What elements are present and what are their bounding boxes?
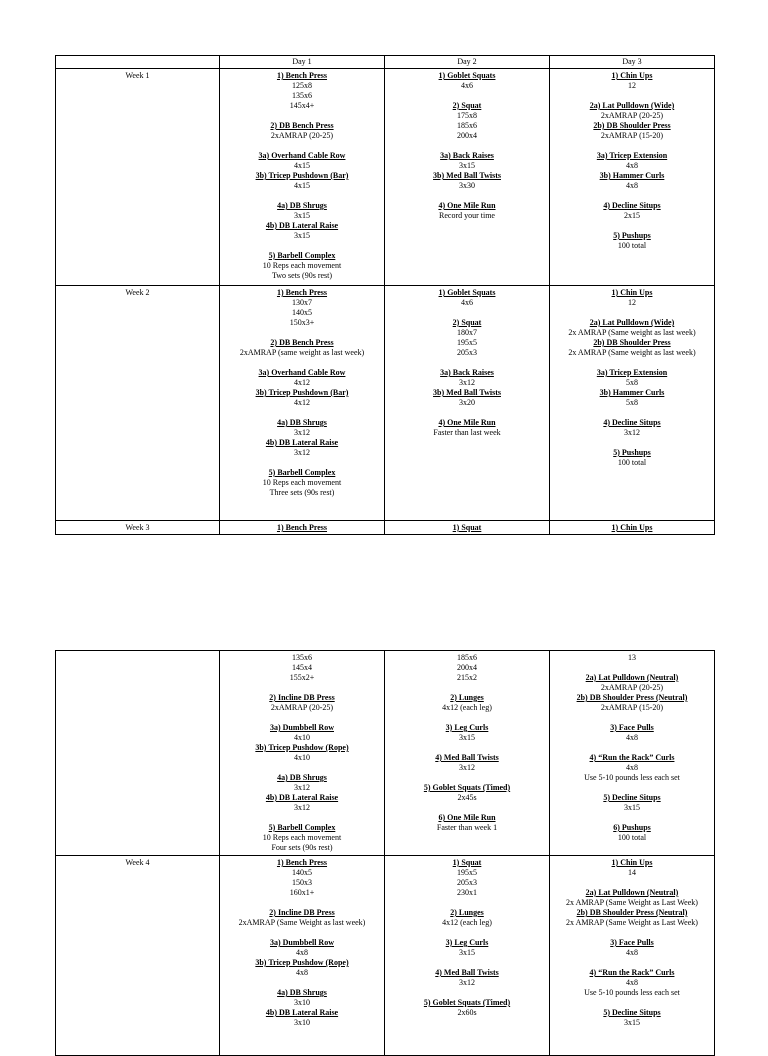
exercise-title: 3) Leg Curls [445, 938, 489, 947]
day-exercises [550, 69, 714, 251]
exercise-detail: 4x8 [626, 161, 638, 170]
exercise-title: 3a) Overhand Cable Row [258, 368, 346, 377]
exercise-title: 4b) DB Lateral Raise [265, 1008, 339, 1017]
exercise-detail: 175x8 [457, 111, 477, 120]
exercise-title: 4a) DB Shrugs [277, 418, 327, 427]
day-exercises [385, 69, 549, 221]
exercise-title: 2b) DB Shoulder Press [593, 338, 671, 347]
exercise-detail: 4x8 [296, 968, 308, 977]
exercise-detail: 4x6 [461, 81, 473, 90]
exercise-detail: Two sets (90s rest) [271, 271, 333, 280]
spacer [385, 803, 549, 813]
day-exercises [550, 856, 714, 1028]
spacer [550, 958, 714, 968]
exercise-title: 2a) Lat Pulldown (Neutral) [585, 888, 679, 897]
exercise-detail: 185x6 [457, 653, 477, 662]
exercise-detail: 135x6 [292, 653, 312, 662]
exercise-detail: 5x8 [626, 378, 638, 387]
exercise-title: 3a) Dumbbell Row [269, 938, 334, 947]
spacer [550, 813, 714, 823]
exercise-detail: 2xAMRAP (Same Weight as last week) [238, 918, 366, 927]
exercise-detail: 2xAMRAP (same weight as last week) [239, 348, 365, 357]
exercise-title: 3a) Back Raises [440, 368, 494, 377]
week-row [56, 856, 715, 1056]
exercise-title: 4) Med Ball Twists [435, 968, 499, 977]
exercise-detail: 2xAMRAP (20-25) [600, 683, 664, 692]
week-row [56, 69, 715, 286]
exercise-detail: 3x30 [459, 181, 475, 190]
week-label: Week 1 [56, 69, 220, 286]
exercise-detail: 2x45s [457, 793, 477, 802]
spacer [385, 191, 549, 201]
exercise-detail: 2xAMRAP (20-25) [600, 111, 664, 120]
day-cell [220, 651, 385, 856]
exercise-detail: 3x15 [459, 948, 475, 957]
exercise-detail: 3x15 [624, 803, 640, 812]
exercise-title: 3b) Tricep Pushdown (Bar) [255, 388, 349, 397]
spacer [220, 928, 384, 938]
spacer [220, 458, 384, 468]
spacer [550, 91, 714, 101]
exercise-detail: 12 [628, 81, 636, 90]
exercise-detail: 4x15 [294, 161, 310, 170]
exercise-title: 5) Pushups [613, 448, 651, 457]
exercise-detail: 2x15 [624, 211, 640, 220]
spacer [220, 683, 384, 693]
exercise-detail: 4x12 (each leg) [442, 703, 492, 712]
spacer [550, 221, 714, 231]
spacer [550, 998, 714, 1008]
exercise-detail: 3x12 [624, 428, 640, 437]
exercise-detail: 195x5 [457, 868, 477, 877]
exercise-title: 1) Chin Ups [611, 288, 653, 297]
exercise-detail: 2x AMRAP (Same weight as last week) [568, 348, 696, 357]
spacer [220, 191, 384, 201]
exercise-title: 2) Lunges [450, 693, 484, 702]
exercise-detail: 100 total [617, 833, 647, 842]
exercise-title: 3a) Dumbbell Row [269, 723, 334, 732]
exercise-detail: 145x4+ [289, 101, 315, 110]
exercise-detail: 10 Reps each movement [262, 261, 342, 270]
exercise-detail: 205x3 [457, 348, 477, 357]
exercise-detail: 3x12 [294, 448, 310, 457]
exercise-title: 3b) Med Ball Twists [433, 388, 501, 397]
header-day-3: Day 3 [550, 56, 715, 69]
exercise-title: 1) Chin Ups [611, 858, 653, 867]
exercise-detail: 4x8 [626, 181, 638, 190]
day-cell [550, 856, 715, 1056]
exercise-title: 1) Bench Press [276, 858, 328, 867]
exercise-title: 2) Squat [452, 318, 482, 327]
spacer [550, 713, 714, 723]
exercise-title: 1) Bench Press [276, 523, 328, 532]
day-cell [220, 286, 385, 521]
exercise-detail: 125x8 [292, 81, 312, 90]
day-exercises [220, 69, 384, 281]
exercise-detail: 3x12 [459, 763, 475, 772]
week-label [56, 651, 220, 856]
day-exercises [220, 286, 384, 498]
exercise-title: 4) Decline Situps [603, 201, 661, 210]
spacer [385, 91, 549, 101]
week-row [56, 521, 715, 535]
exercise-title: 3) Face Pulls [610, 938, 654, 947]
exercise-title: 2) DB Bench Press [270, 121, 334, 130]
exercise-detail: 4x8 [626, 733, 638, 742]
week-label: Week 4 [56, 856, 220, 1056]
exercise-title: 5) Pushups [613, 231, 651, 240]
exercise-title: 3a) Back Raises [440, 151, 494, 160]
exercise-detail: 4x10 [294, 733, 310, 742]
exercise-detail: 13 [628, 653, 636, 662]
workout-table-page-2 [55, 650, 715, 1056]
exercise-title: 3a) Tricep Extension [596, 151, 668, 160]
exercise-detail: 3x15 [459, 161, 475, 170]
spacer [385, 358, 549, 368]
workout-table-page-1 [55, 55, 715, 535]
exercise-title: 5) Barbell Complex [268, 823, 336, 832]
spacer [550, 308, 714, 318]
exercise-detail: 180x7 [457, 328, 477, 337]
spacer [220, 713, 384, 723]
spacer [220, 328, 384, 338]
exercise-detail: 4x8 [626, 948, 638, 957]
exercise-detail: 10 Reps each movement [262, 478, 342, 487]
exercise-title: 5) Barbell Complex [268, 468, 336, 477]
day-cell [385, 521, 550, 535]
day-cell [220, 69, 385, 286]
exercise-title: 2) Squat [452, 101, 482, 110]
exercise-detail: 3x15 [459, 733, 475, 742]
exercise-detail: 3x20 [459, 398, 475, 407]
exercise-detail: 205x3 [457, 878, 477, 887]
day-exercises [385, 856, 549, 1018]
exercise-detail: Use 5-10 pounds less each set [584, 773, 680, 782]
exercise-title: 1) Squat [452, 858, 482, 867]
header-day-1: Day 1 [220, 56, 385, 69]
exercise-title: 1) Squat [452, 523, 482, 532]
spacer [385, 773, 549, 783]
exercise-detail: 100 total [617, 241, 647, 250]
day-exercises [550, 651, 714, 843]
spacer [385, 408, 549, 418]
spacer [550, 928, 714, 938]
spacer [550, 663, 714, 673]
exercise-title: 2a) Lat Pulldown (Wide) [589, 101, 675, 110]
exercise-title: 3b) Tricep Pushdow (Rope) [255, 958, 349, 967]
exercise-detail: 200x4 [457, 663, 477, 672]
exercise-detail: 3x12 [459, 978, 475, 987]
spacer [385, 958, 549, 968]
exercise-detail: 4x8 [296, 948, 308, 957]
spacer [220, 408, 384, 418]
exercise-title: 2b) DB Shoulder Press (Neutral) [576, 693, 688, 702]
exercise-title: 4b) DB Lateral Raise [265, 221, 339, 230]
day-cell [220, 521, 385, 535]
exercise-detail: 3x12 [459, 378, 475, 387]
exercise-title: 3b) Tricep Pushdow (Rope) [255, 743, 349, 752]
header-day-2: Day 2 [385, 56, 550, 69]
exercise-detail: 3x15 [294, 231, 310, 240]
exercise-title: 4) One Mile Run [438, 201, 496, 210]
spacer [385, 713, 549, 723]
exercise-title: 1) Goblet Squats [438, 288, 496, 297]
exercise-detail: 4x15 [294, 181, 310, 190]
day-cell [550, 651, 715, 856]
exercise-title: 4a) DB Shrugs [277, 201, 327, 210]
exercise-title: 3b) Hammer Curls [599, 388, 665, 397]
day-exercises [220, 651, 384, 853]
day-cell [220, 856, 385, 1056]
spacer [550, 438, 714, 448]
day-exercises [550, 521, 714, 533]
exercise-detail: 2xAMRAP (15-20) [600, 703, 664, 712]
exercise-detail: 4x12 [294, 378, 310, 387]
exercise-detail: 2x60s [457, 1008, 477, 1017]
spacer [220, 978, 384, 988]
spacer [220, 763, 384, 773]
exercise-detail: 3x12 [294, 803, 310, 812]
exercise-detail: 150x3 [292, 878, 312, 887]
spacer [550, 783, 714, 793]
day-exercises [385, 651, 549, 833]
exercise-detail: 200x4 [457, 131, 477, 140]
day-cell [550, 521, 715, 535]
exercise-title: 5) Decline Situps [603, 1008, 661, 1017]
spacer [220, 241, 384, 251]
exercise-title: 6) Pushups [613, 823, 651, 832]
day-cell [385, 651, 550, 856]
spacer [550, 191, 714, 201]
day-exercises [220, 521, 384, 533]
exercise-detail: 4x6 [461, 298, 473, 307]
exercise-detail: 10 Reps each movement [262, 833, 342, 842]
exercise-title: 4) Med Ball Twists [435, 753, 499, 762]
spacer [550, 743, 714, 753]
exercise-title: 5) Goblet Squats (Timed) [423, 783, 511, 792]
spacer [550, 141, 714, 151]
week-label: Week 2 [56, 286, 220, 521]
day-exercises [385, 521, 549, 533]
spacer [385, 141, 549, 151]
exercise-title: 2a) Lat Pulldown (Wide) [589, 318, 675, 327]
exercise-title: 4) One Mile Run [438, 418, 496, 427]
exercise-detail: 4x8 [626, 763, 638, 772]
day-cell [385, 69, 550, 286]
header-row [56, 56, 715, 69]
exercise-detail: Three sets (90s rest) [269, 488, 335, 497]
exercise-detail: 2xAMRAP (20-25) [270, 131, 334, 140]
exercise-title: 4) “Run the Rack” Curls [589, 968, 675, 977]
exercise-title: 1) Bench Press [276, 71, 328, 80]
exercise-title: 2a) Lat Pulldown (Neutral) [585, 673, 679, 682]
exercise-detail: 155x2+ [289, 673, 315, 682]
exercise-title: 4) “Run the Rack” Curls [589, 753, 675, 762]
exercise-title: 5) Barbell Complex [268, 251, 336, 260]
exercise-detail: 3x15 [624, 1018, 640, 1027]
spacer [220, 898, 384, 908]
exercise-detail: 2x AMRAP (Same Weight as Last Week) [566, 918, 698, 927]
exercise-title: 4b) DB Lateral Raise [265, 438, 339, 447]
day-exercises [385, 286, 549, 438]
exercise-title: 6) One Mile Run [438, 813, 496, 822]
exercise-detail: Use 5-10 pounds less each set [584, 988, 680, 997]
exercise-detail: 3x12 [294, 783, 310, 792]
exercise-detail: 4x8 [626, 978, 638, 987]
spacer [220, 813, 384, 823]
header-week-cell [56, 56, 220, 69]
spacer [550, 408, 714, 418]
exercise-detail: 4x12 (each leg) [442, 918, 492, 927]
day-exercises [550, 286, 714, 468]
exercise-detail: Record your time [439, 211, 495, 220]
day-cell [550, 286, 715, 521]
exercise-detail: 2x AMRAP (Same weight as last week) [568, 328, 696, 337]
exercise-detail: 3x15 [294, 211, 310, 220]
week-row [56, 286, 715, 521]
exercise-detail: 5x8 [626, 398, 638, 407]
spacer [385, 988, 549, 998]
exercise-detail: 3x10 [294, 1018, 310, 1027]
exercise-title: 3b) Med Ball Twists [433, 171, 501, 180]
exercise-detail: 215x2 [457, 673, 477, 682]
exercise-title: 3) Face Pulls [610, 723, 654, 732]
day-exercises [220, 856, 384, 1028]
week-row [56, 651, 715, 856]
exercise-detail: 195x5 [457, 338, 477, 347]
exercise-detail: 230x1 [457, 888, 477, 897]
spacer [220, 358, 384, 368]
exercise-detail: 3x10 [294, 998, 310, 1007]
exercise-detail: 100 total [617, 458, 647, 467]
exercise-detail: Four sets (90s rest) [271, 843, 333, 852]
exercise-detail: 140x5 [292, 308, 312, 317]
exercise-title: 2b) DB Shoulder Press [593, 121, 671, 130]
exercise-title: 3b) Tricep Pushdown (Bar) [255, 171, 349, 180]
exercise-title: 3a) Tricep Extension [596, 368, 668, 377]
spacer [550, 878, 714, 888]
exercise-title: 2) Incline DB Press [269, 693, 335, 702]
exercise-title: 2b) DB Shoulder Press (Neutral) [576, 908, 688, 917]
day-cell [385, 856, 550, 1056]
exercise-detail: 130x7 [292, 298, 312, 307]
spacer [385, 928, 549, 938]
exercise-title: 5) Goblet Squats (Timed) [423, 998, 511, 1007]
exercise-detail: 4x10 [294, 753, 310, 762]
exercise-title: 2) Incline DB Press [269, 908, 335, 917]
exercise-detail: Faster than last week [433, 428, 501, 437]
exercise-detail: 145x4 [292, 663, 312, 672]
exercise-title: 4b) DB Lateral Raise [265, 793, 339, 802]
spacer [220, 141, 384, 151]
exercise-title: 1) Bench Press [276, 288, 328, 297]
exercise-detail: 160x1+ [289, 888, 315, 897]
day-cell [550, 69, 715, 286]
spacer [385, 683, 549, 693]
spacer [385, 743, 549, 753]
exercise-detail: 140x5 [292, 868, 312, 877]
exercise-detail: 2xAMRAP (15-20) [600, 131, 664, 140]
exercise-title: 4) Decline Situps [603, 418, 661, 427]
exercise-detail: 185x6 [457, 121, 477, 130]
exercise-title: 1) Chin Ups [611, 523, 653, 532]
spacer [385, 308, 549, 318]
spacer [385, 898, 549, 908]
exercise-title: 5) Decline Situps [603, 793, 661, 802]
week-label: Week 3 [56, 521, 220, 535]
exercise-title: 2) Lunges [450, 908, 484, 917]
exercise-title: 3a) Overhand Cable Row [258, 151, 346, 160]
exercise-title: 2) DB Bench Press [270, 338, 334, 347]
exercise-detail: 14 [628, 868, 636, 877]
spacer [220, 111, 384, 121]
exercise-detail: 2xAMRAP (20-25) [270, 703, 334, 712]
exercise-title: 4a) DB Shrugs [277, 988, 327, 997]
exercise-detail: 12 [628, 298, 636, 307]
exercise-title: 4a) DB Shrugs [277, 773, 327, 782]
exercise-title: 1) Goblet Squats [438, 71, 496, 80]
exercise-title: 1) Chin Ups [611, 71, 653, 80]
exercise-title: 3) Leg Curls [445, 723, 489, 732]
spacer [550, 358, 714, 368]
exercise-title: 3b) Hammer Curls [599, 171, 665, 180]
exercise-detail: Faster than week 1 [436, 823, 498, 832]
exercise-detail: 3x12 [294, 428, 310, 437]
exercise-detail: 150x3+ [289, 318, 315, 327]
day-cell [385, 286, 550, 521]
exercise-detail: 4x12 [294, 398, 310, 407]
exercise-detail: 135x6 [292, 91, 312, 100]
exercise-detail: 2x AMRAP (Same Weight as Last Week) [566, 898, 698, 907]
